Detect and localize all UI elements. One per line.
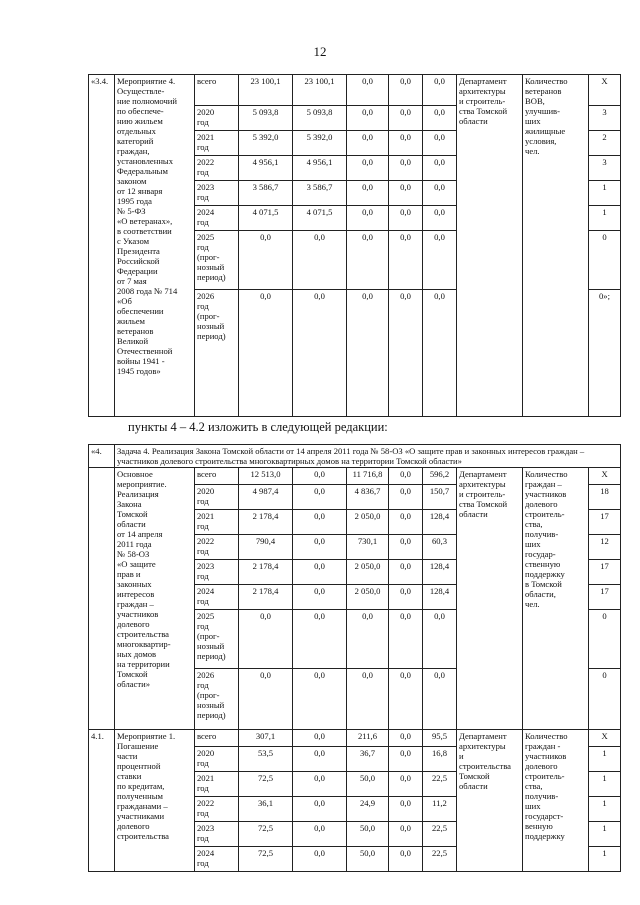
- target-cell: 0»;: [589, 290, 621, 417]
- table-row: [89, 75, 621, 106]
- total-cell: 12 513,0: [239, 468, 293, 485]
- local-cell: 0,0: [389, 847, 423, 872]
- total-cell: 72,5: [239, 772, 293, 797]
- target-cell: 1: [589, 847, 621, 872]
- target-cell: Х: [589, 730, 621, 747]
- period-cell: 2026 год (прог- нозный период): [195, 669, 239, 730]
- other-cell: 22,5: [423, 772, 457, 797]
- total-cell: 4 071,5: [239, 206, 293, 231]
- local-cell: 0,0: [389, 772, 423, 797]
- other-cell: 22,5: [423, 822, 457, 847]
- total-cell: 2 178,4: [239, 560, 293, 585]
- regional-cell: 50,0: [347, 847, 389, 872]
- regional-cell: 0,0: [347, 131, 389, 156]
- regional-cell: 211,6: [347, 730, 389, 747]
- target-cell: 1: [589, 181, 621, 206]
- total-cell: 4 987,4: [239, 485, 293, 510]
- regional-cell: 0,0: [347, 75, 389, 106]
- other-cell: 16,8: [423, 747, 457, 772]
- local-cell: 0,0: [389, 747, 423, 772]
- period-cell: всего: [195, 75, 239, 106]
- total-cell: 0,0: [239, 231, 293, 290]
- local-cell: 0,0: [389, 797, 423, 822]
- federal-cell: 0,0: [293, 847, 347, 872]
- total-cell: 4 956,1: [239, 156, 293, 181]
- total-cell: 0,0: [239, 669, 293, 730]
- period-cell: 2020 год: [195, 747, 239, 772]
- total-cell: 72,5: [239, 822, 293, 847]
- row-code: [89, 468, 115, 730]
- federal-cell: 3 586,7: [293, 181, 347, 206]
- local-cell: 0,0: [389, 206, 423, 231]
- other-cell: 95,5: [423, 730, 457, 747]
- regional-cell: 4 836,7: [347, 485, 389, 510]
- period-cell: 2022 год: [195, 156, 239, 181]
- table-row: [89, 468, 621, 485]
- period-cell: 2023 год: [195, 560, 239, 585]
- period-cell: 2022 год: [195, 797, 239, 822]
- regional-cell: 730,1: [347, 535, 389, 560]
- total-cell: 53,5: [239, 747, 293, 772]
- federal-cell: 5 093,8: [293, 106, 347, 131]
- other-cell: 60,3: [423, 535, 457, 560]
- federal-cell: 0,0: [293, 747, 347, 772]
- federal-cell: 0,0: [293, 669, 347, 730]
- other-cell: 0,0: [423, 231, 457, 290]
- total-cell: 0,0: [239, 610, 293, 669]
- period-cell: 2021 год: [195, 131, 239, 156]
- federal-cell: 0,0: [293, 730, 347, 747]
- target-cell: 1: [589, 206, 621, 231]
- row-code: «4.: [89, 445, 115, 468]
- target-cell: 1: [589, 797, 621, 822]
- regional-cell: 11 716,8: [347, 468, 389, 485]
- local-cell: 0,0: [389, 485, 423, 510]
- row-code: «3.4.: [89, 75, 115, 417]
- period-cell: 2024 год: [195, 847, 239, 872]
- other-cell: 0,0: [423, 75, 457, 106]
- target-cell: 17: [589, 510, 621, 535]
- local-cell: 0,0: [389, 560, 423, 585]
- other-cell: 128,4: [423, 560, 457, 585]
- regional-cell: 2 050,0: [347, 510, 389, 535]
- executor-cell: Департамент архитектуры и строительства Томской области: [457, 730, 523, 872]
- federal-cell: 0,0: [293, 468, 347, 485]
- period-cell: 2020 год: [195, 485, 239, 510]
- regional-cell: 0,0: [347, 669, 389, 730]
- regional-cell: 0,0: [347, 231, 389, 290]
- total-cell: 23 100,1: [239, 75, 293, 106]
- regional-cell: 2 050,0: [347, 585, 389, 610]
- federal-cell: 0,0: [293, 772, 347, 797]
- total-cell: 307,1: [239, 730, 293, 747]
- other-cell: 0,0: [423, 669, 457, 730]
- total-cell: 3 586,7: [239, 181, 293, 206]
- period-cell: 2020 год: [195, 106, 239, 131]
- period-cell: 2023 год: [195, 822, 239, 847]
- federal-cell: 0,0: [293, 560, 347, 585]
- federal-cell: 0,0: [293, 510, 347, 535]
- local-cell: 0,0: [389, 181, 423, 206]
- local-cell: 0,0: [389, 231, 423, 290]
- regional-cell: 36,7: [347, 747, 389, 772]
- federal-cell: 4 956,1: [293, 156, 347, 181]
- total-cell: 2 178,4: [239, 585, 293, 610]
- other-cell: 0,0: [423, 206, 457, 231]
- row-code: 4.1.: [89, 730, 115, 872]
- target-cell: 18: [589, 485, 621, 510]
- regional-cell: 2 050,0: [347, 560, 389, 585]
- measure-name: Мероприятие 4. Осуществле- ние полномочий по обеспече- нию жильем отдельных категорий граждан, установленных Федеральным законом от 12 января 1995 года № 5-ФЗ «О ветеранах», в соответствии с Указом Президента Российской Федерации от 7 мая 2008 года № 714 «Об обеспечении жильем ветеранов Великой Отечественной войны 1941 - 1945 годов»: [115, 75, 195, 417]
- target-cell: 1: [589, 747, 621, 772]
- regional-cell: 0,0: [347, 156, 389, 181]
- target-cell: Х: [589, 75, 621, 106]
- regional-cell: 50,0: [347, 772, 389, 797]
- other-cell: 128,4: [423, 585, 457, 610]
- period-cell: 2024 год: [195, 206, 239, 231]
- total-cell: 2 178,4: [239, 510, 293, 535]
- table-row: [89, 730, 621, 747]
- target-cell: 3: [589, 106, 621, 131]
- target-cell: 2: [589, 131, 621, 156]
- period-cell: всего: [195, 468, 239, 485]
- federal-cell: 0,0: [293, 797, 347, 822]
- target-cell: Х: [589, 468, 621, 485]
- federal-cell: 0,0: [293, 231, 347, 290]
- program-table-1: [88, 74, 621, 417]
- regional-cell: 0,0: [347, 610, 389, 669]
- local-cell: 0,0: [389, 510, 423, 535]
- regional-cell: 24,9: [347, 797, 389, 822]
- total-cell: 5 392,0: [239, 131, 293, 156]
- other-cell: 0,0: [423, 156, 457, 181]
- local-cell: 0,0: [389, 585, 423, 610]
- period-cell: 2022 год: [195, 535, 239, 560]
- total-cell: 5 093,8: [239, 106, 293, 131]
- local-cell: 0,0: [389, 822, 423, 847]
- period-cell: 2025 год (прог- нозный период): [195, 231, 239, 290]
- indicator-cell: Количество граждан – участников долевого строитель- ства, получив- ших государ- ственную поддержку в Томской области, чел.: [523, 468, 589, 730]
- indicator-cell: Количество ветеранов ВОВ, улучшив- ших жилищные условия, чел.: [523, 75, 589, 417]
- executor-cell: Департамент архитектуры и строитель- ства Томской области: [457, 75, 523, 417]
- federal-cell: 0,0: [293, 535, 347, 560]
- regional-cell: 0,0: [347, 206, 389, 231]
- local-cell: 0,0: [389, 106, 423, 131]
- period-cell: 2023 год: [195, 181, 239, 206]
- period-cell: 2021 год: [195, 772, 239, 797]
- regional-cell: 0,0: [347, 106, 389, 131]
- total-cell: 0,0: [239, 290, 293, 417]
- federal-cell: 0,0: [293, 822, 347, 847]
- page-number: 12: [313, 44, 327, 59]
- target-cell: 12: [589, 535, 621, 560]
- federal-cell: 4 071,5: [293, 206, 347, 231]
- period-cell: 2026 год (прог- нозный период): [195, 290, 239, 417]
- other-cell: 596,2: [423, 468, 457, 485]
- target-cell: 1: [589, 772, 621, 797]
- local-cell: 0,0: [389, 131, 423, 156]
- regional-cell: 0,0: [347, 181, 389, 206]
- total-cell: 36,1: [239, 797, 293, 822]
- other-cell: 0,0: [423, 290, 457, 417]
- other-cell: 0,0: [423, 106, 457, 131]
- local-cell: 0,0: [389, 290, 423, 417]
- target-cell: 3: [589, 156, 621, 181]
- task-row: [89, 445, 621, 468]
- period-cell: 2025 год (прог- нозный период): [195, 610, 239, 669]
- regional-cell: 50,0: [347, 822, 389, 847]
- period-cell: 2021 год: [195, 510, 239, 535]
- local-cell: 0,0: [389, 156, 423, 181]
- federal-cell: 5 392,0: [293, 131, 347, 156]
- other-cell: 128,4: [423, 510, 457, 535]
- local-cell: 0,0: [389, 535, 423, 560]
- target-cell: 0: [589, 669, 621, 730]
- federal-cell: 0,0: [293, 610, 347, 669]
- target-cell: 0: [589, 610, 621, 669]
- section-heading: пункты 4 – 4.2 изложить в следующей редакции:: [128, 420, 388, 434]
- target-cell: 17: [589, 560, 621, 585]
- federal-cell: 0,0: [293, 485, 347, 510]
- other-cell: 150,7: [423, 485, 457, 510]
- local-cell: 0,0: [389, 610, 423, 669]
- period-cell: 2024 год: [195, 585, 239, 610]
- local-cell: 0,0: [389, 730, 423, 747]
- executor-cell: Департамент архитектуры и строитель- ства Томской области: [457, 468, 523, 730]
- target-cell: 0: [589, 231, 621, 290]
- federal-cell: 0,0: [293, 585, 347, 610]
- other-cell: 0,0: [423, 610, 457, 669]
- local-cell: 0,0: [389, 75, 423, 106]
- measure-name: Основное мероприятие. Реализация Закона Томской области от 14 апреля 2011 года № 58-ОЗ «О защите прав и законных интересов граждан – участников долевого строительства многоквартир- ных домов на территории Томской области»: [115, 468, 195, 730]
- regional-cell: 0,0: [347, 290, 389, 417]
- federal-cell: 23 100,1: [293, 75, 347, 106]
- other-cell: 0,0: [423, 181, 457, 206]
- indicator-cell: Количество граждан - участников долевого строитель- ства, получив- ших государст- венную поддержку: [523, 730, 589, 872]
- total-cell: 72,5: [239, 847, 293, 872]
- other-cell: 22,5: [423, 847, 457, 872]
- total-cell: 790,4: [239, 535, 293, 560]
- period-cell: всего: [195, 730, 239, 747]
- target-cell: 1: [589, 822, 621, 847]
- federal-cell: 0,0: [293, 290, 347, 417]
- other-cell: 11,2: [423, 797, 457, 822]
- program-table-2: [88, 444, 621, 872]
- measure-name: Мероприятие 1. Погашение части процентной ставки по кредитам, полученным гражданами – участниками долевого строительства: [115, 730, 195, 872]
- local-cell: 0,0: [389, 468, 423, 485]
- task-title: Задача 4. Реализация Закона Томской области от 14 апреля 2011 года № 58-ОЗ «О защите прав и законных интересов граждан – участников долевого строительства многоквартирных домов на территории Томской области»: [115, 445, 621, 468]
- local-cell: 0,0: [389, 669, 423, 730]
- target-cell: 17: [589, 585, 621, 610]
- other-cell: 0,0: [423, 131, 457, 156]
